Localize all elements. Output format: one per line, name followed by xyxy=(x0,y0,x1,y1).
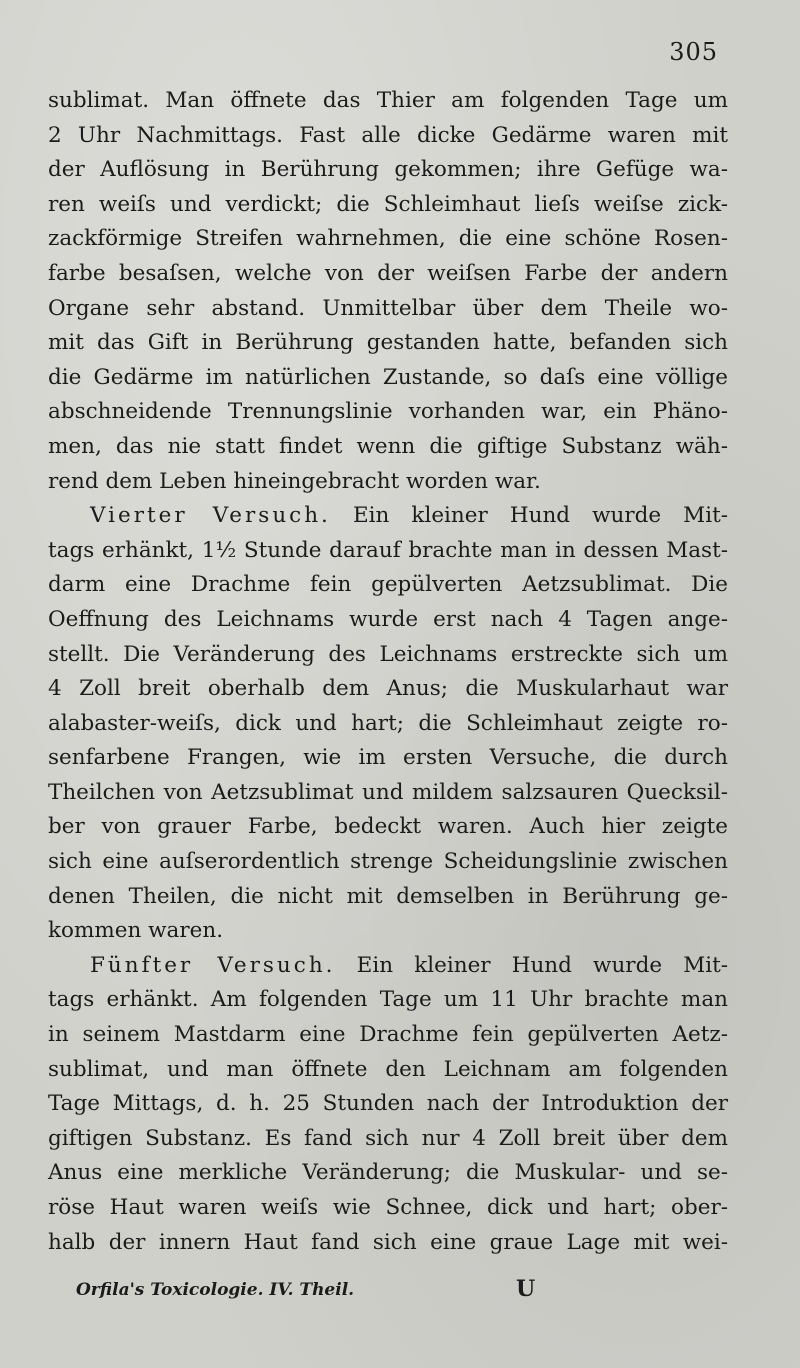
text-fragment: Ein kleiner Hund wurde Mit- xyxy=(356,952,728,978)
text-line: rend dem Leben hineingebracht worden war. xyxy=(48,468,541,494)
body-text xyxy=(48,84,728,1260)
text-line: kommen waren. xyxy=(48,918,224,944)
text-line: abschneidende Trennungslinie vorhanden war, ein Phäno- xyxy=(48,399,728,425)
text-line: der Auflösung in Berührung gekommen; ihre Gefüge wa- xyxy=(48,157,728,183)
experiment-heading: Vierter Versuch. xyxy=(90,503,331,529)
signature-mark: U xyxy=(516,1276,536,1302)
text-line: Organe sehr abstand. Unmittelbar über dem Theile wo- xyxy=(48,295,728,321)
page-number: 305 xyxy=(669,38,718,66)
text-line: tags erhänkt. Am folgenden Tage um 11 Uhr brachte man xyxy=(48,987,728,1013)
text-line: sich eine auſserordentlich strenge Scheidungslinie zwischen xyxy=(48,849,728,875)
text-line: Anus eine merkliche Veränderung; die Muskular- und se- xyxy=(48,1160,728,1186)
text-line: senfarbene Frangen, wie im ersten Versuche, die durch xyxy=(48,745,728,771)
text-line: in seinem Mastdarm eine Drachme fein gepülverten Aetz- xyxy=(48,1022,728,1048)
text-fragment: Ein kleiner Hund wurde Mit- xyxy=(352,503,728,529)
text-line: tags erhänkt, 1½ Stunde darauf brachte man in dessen Mast- xyxy=(48,537,728,563)
text-line: men, das nie statt findet wenn die giftige Substanz wäh- xyxy=(48,433,728,459)
text-line: Oeffnung des Leichnams wurde erst nach 4 Tagen ange- xyxy=(48,606,728,632)
text-line: zackförmige Streifen wahrnehmen, die eine schöne Rosen- xyxy=(48,226,728,252)
text-line: sublimat. Man öffnete das Thier am folgenden Tage um xyxy=(48,88,728,113)
text-line: Theilchen von Aetzsublimat und mildem salzsauren Quecksil- xyxy=(48,779,728,805)
text-line: sublimat, und man öffnete den Leichnam am folgenden xyxy=(48,1056,728,1082)
text-line: Tage Mittags, d. h. 25 Stunden nach der Introduktion der xyxy=(48,1091,728,1117)
page-footer xyxy=(76,1276,556,1308)
text-line: stellt. Die Veränderung des Leichnams erstreckte sich um xyxy=(48,641,728,667)
text-line: denen Theilen, die nicht mit demselben in Berührung ge- xyxy=(48,883,728,909)
text-line: giftigen Substanz. Es fand sich nur 4 Zoll breit über dem xyxy=(48,1125,728,1151)
text-line: 4 Zoll breit oberhalb dem Anus; die Muskularhaut war xyxy=(48,676,728,702)
text-line: die Gedärme im natürlichen Zustande, so daſs eine völlige xyxy=(48,364,728,390)
paragraph-start-line xyxy=(48,949,728,984)
text-line: farbe besaſsen, welche von der weiſsen Farbe der andern xyxy=(48,260,728,286)
footer-title: Orfila's Toxicologie. IV. Theil. xyxy=(76,1280,355,1300)
text-line: darm eine Drachme fein gepülverten Aetzsublimat. Die xyxy=(48,572,728,598)
text-line: ber von grauer Farbe, bedeckt waren. Auch hier zeigte xyxy=(48,814,728,840)
text-line: mit das Gift in Berührung gestanden hatte, befanden sich xyxy=(48,330,728,356)
text-line: halb der innern Haut fand sich eine graue Lage mit wei- xyxy=(48,1229,728,1255)
text-line: röse Haut waren weiſs wie Schnee, dick und hart; ober- xyxy=(48,1195,728,1220)
text-line: 2 Uhr Nachmittags. Fast alle dicke Gedärme waren mit xyxy=(48,122,728,148)
text-line: ren weiſs und verdickt; die Schleimhaut lieſs weiſse zick- xyxy=(48,191,728,217)
experiment-heading: Fünfter Versuch. xyxy=(90,952,336,978)
paragraph-start-line xyxy=(48,499,728,534)
text-line: alabaster-weiſs, dick und hart; die Schleimhaut zeigte ro- xyxy=(48,710,728,736)
